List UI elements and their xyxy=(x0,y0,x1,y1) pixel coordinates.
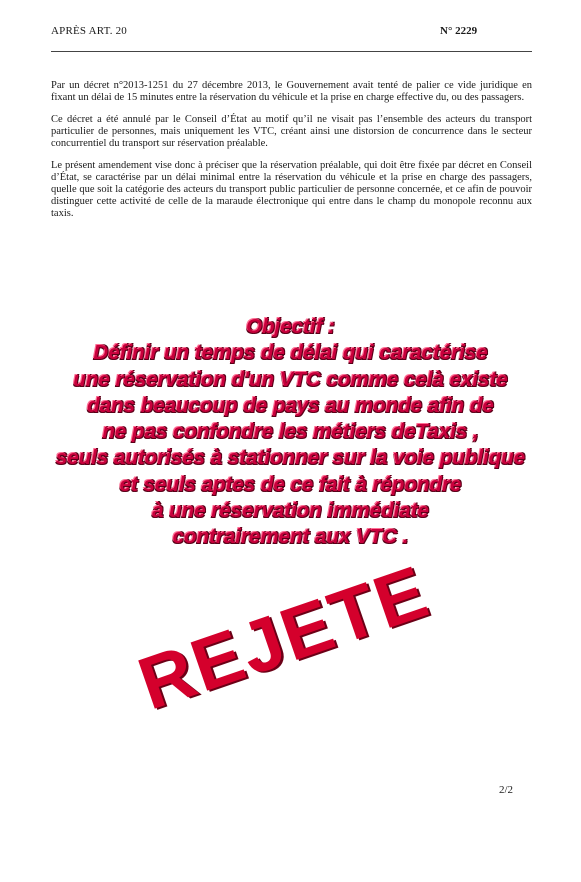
objective-heading: Objectif : xyxy=(246,315,335,338)
page-number: 2/2 xyxy=(499,784,514,796)
objective-line: une réservation d'un VTC comme celà existe xyxy=(73,367,508,391)
objective-line: ne pas confondre les métiers deTaxis , xyxy=(102,420,479,444)
rejected-stamp: REJETE xyxy=(128,549,439,726)
paragraph-2: Ce décret a été annulé par le Conseil d’État au motif qu’il ne visait pas l’ensemble des acteurs du transport particulier de personnes, mais uniquement les VTC, créant ainsi une distorsion de concurrence dans le secteur concurrentiel du transport sur réservation préalable. xyxy=(51,114,532,149)
objective-line: et seuls aptes de ce fait à répondre xyxy=(119,472,462,496)
paragraph-3: Le présent amendement vise donc à préciser que la réservation préalable, qui doit être fixée par décret en Conseil d’État, se caractérise par un délai minimal entre la réservation du véhicule et la prise en charge des passagers, quelle que soit la catégorie des acteurs du transport public particulier de personne concernée, et ce afin de pouvoir distinguer cette activité de celle de la maraude électronique qui entre dans le champ du monopole reconnu aux taxis. xyxy=(51,160,532,219)
objective-line: contrairement aux VTC . xyxy=(172,525,409,549)
objective-line: à une réservation immédiate xyxy=(152,499,429,523)
header-rule xyxy=(51,51,532,52)
objective-line: dans beaucoup de pays au monde afin de xyxy=(87,393,494,417)
amendment-number: N° 2229 xyxy=(440,25,478,37)
objective-line: Définir un temps de délai qui caractérise xyxy=(93,341,488,365)
paragraph-1: Par un décret n°2013-1251 du 27 décembre 2013, le Gouvernement avait tenté de palier ce vide juridique en fixant un délai de 15 minutes entre la réservation du véhicule et la prise en charge effective du, ou des passagers. xyxy=(51,80,532,103)
objective-line: seuls autorisés à stationner sur la voie publique xyxy=(55,446,526,470)
article-reference: APRÈS ART. 20 xyxy=(51,25,128,37)
amendment-body xyxy=(51,80,532,230)
document-header xyxy=(51,22,532,44)
objective-annotation xyxy=(0,314,581,551)
